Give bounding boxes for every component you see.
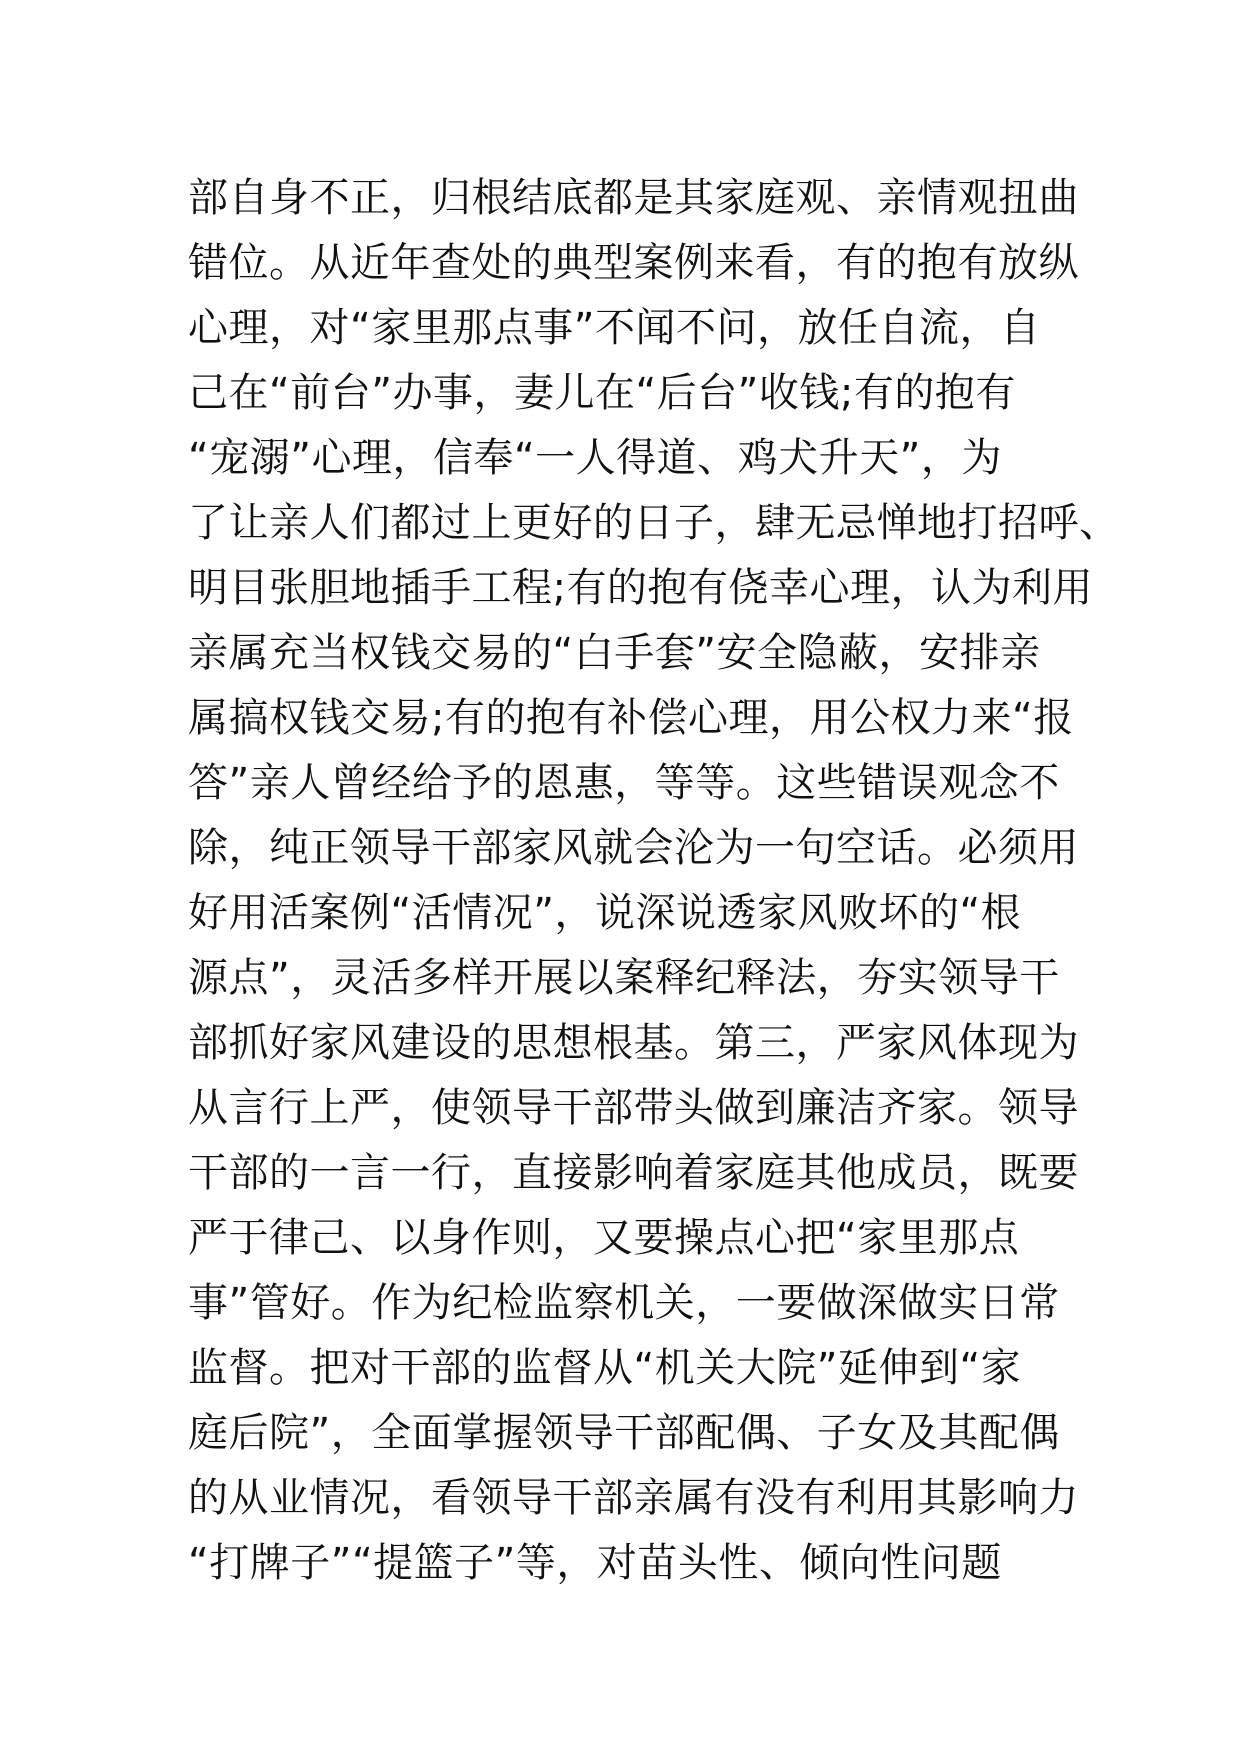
text-line: “宠溺”心理，信奉“一人得道、鸡犬升天”，为 [188,435,1002,481]
text-line: 干部的一言一行，直接影响着家庭其他成员，既要 [188,1150,1079,1196]
text-line: 事”管好。作为纪检监察机关，一要做深做实日常 [188,1280,1060,1326]
text-line: “打牌子”“提篮子”等，对苗头性、倾向性问题 [188,1540,1002,1586]
text-line: 部自身不正，归根结底都是其家庭观、亲情观扭曲 [188,175,1079,221]
text-line: 严于律己、以身作则，又要操点心把“家里那点 [188,1215,1020,1261]
text-line: 明目张胆地插手工程;有的抱有侥幸心理，认为利用 [188,565,1093,611]
text-line: 答”亲人曾经给予的恩惠，等等。这些错误观念不 [188,760,1060,806]
text-line: 除，纯正领导干部家风就会沦为一句空话。必须用 [188,825,1079,871]
text-line: 庭后院”，全面掌握领导干部配偶、子女及其配偶 [188,1410,1060,1456]
text-line: 属搞权钱交易;有的抱有补偿心理，用公权力来“报 [188,695,1074,741]
text-line: 亲属充当权钱交易的“白手套”安全隐蔽，安排亲 [188,630,1041,676]
text-line: 己在“前台”办事，妻儿在“后台”收钱;有的抱有 [188,370,1016,416]
text-line: 好用活案例“活情况”，说深说透家风败坏的“根 [188,890,1022,936]
text-line: 的从业情况，看领导干部亲属有没有利用其影响力 [188,1475,1079,1521]
text-line: 错位。从近年查处的典型案例来看，有的抱有放纵 [188,240,1079,286]
text-line: 从言行上严，使领导干部带头做到廉洁齐家。领导 [188,1085,1079,1131]
text-line: 部抓好家风建设的思想根基。第三，严家风体现为 [188,1020,1079,1066]
text-line: 监督。把对干部的监督从“机关大院”延伸到“家 [188,1345,1022,1391]
body-text [188,166,1120,1596]
text-line: 了让亲人们都过上更好的日子，肆无忌惮地打招呼、 [188,500,1120,546]
text-line: 心理，对“家里那点事”不闻不问，放任自流，自 [188,305,1041,351]
text-line: 源点”，灵活多样开展以案释纪释法，夯实领导干 [188,955,1060,1001]
